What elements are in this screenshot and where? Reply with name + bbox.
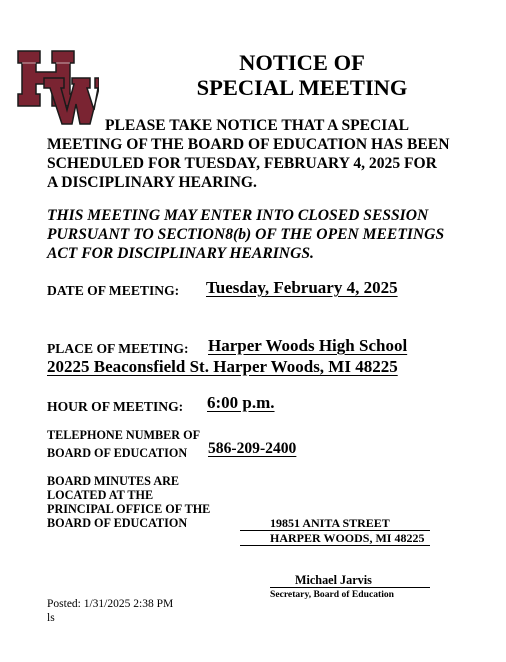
signature-line bbox=[270, 587, 430, 588]
posted-initials: ls bbox=[47, 612, 55, 624]
signature-title: Secretary, Board of Education bbox=[270, 589, 395, 600]
notice-line-4: A DISCIPLINARY HEARING. bbox=[47, 174, 257, 191]
signature-name: Michael Jarvis bbox=[295, 573, 372, 587]
hour-value: 6:00 p.m. bbox=[207, 393, 275, 412]
notice-line-2: MEETING OF THE BOARD OF EDUCATION HAS BEEN bbox=[47, 136, 450, 153]
minutes-line-3: PRINCIPAL OFFICE OF THE bbox=[47, 502, 211, 516]
place-label: PLACE OF MEETING: bbox=[47, 341, 189, 356]
telephone-label-1: TELEPHONE NUMBER OF bbox=[47, 428, 201, 442]
city-underline bbox=[240, 545, 430, 546]
title-line-1: NOTICE OF bbox=[239, 50, 365, 75]
date-value: Tuesday, February 4, 2025 bbox=[206, 278, 398, 297]
minutes-line-4: BOARD OF EDUCATION bbox=[47, 516, 188, 530]
hour-label: HOUR OF MEETING: bbox=[47, 399, 184, 414]
school-logo bbox=[14, 48, 99, 126]
date-label: DATE OF MEETING: bbox=[47, 283, 180, 298]
minutes-street: 19851 ANITA STREET bbox=[270, 516, 390, 530]
posted-timestamp: Posted: 1/31/2025 2:38 PM bbox=[47, 598, 174, 610]
closed-session-line-3: ACT FOR DISCIPLINARY HEARINGS. bbox=[47, 245, 314, 262]
closed-session-line-2: PURSUANT TO SECTION8(b) OF THE OPEN MEETINGS bbox=[47, 226, 445, 243]
title-line-2: SPECIAL MEETING bbox=[196, 75, 408, 100]
telephone-label-2: BOARD OF EDUCATION bbox=[47, 446, 188, 460]
notice-line-3: SCHEDULED FOR TUESDAY, FEBRUARY 4, 2025 FOR bbox=[47, 155, 437, 172]
notice-line-1: PLEASE TAKE NOTICE THAT A SPECIAL bbox=[105, 117, 410, 134]
minutes-line-1: BOARD MINUTES ARE bbox=[47, 474, 180, 488]
place-value: Harper Woods High School bbox=[208, 336, 408, 355]
closed-session-line-1: THIS MEETING MAY ENTER INTO CLOSED SESSION bbox=[47, 207, 429, 224]
minutes-line-2: LOCATED AT THE bbox=[47, 488, 154, 502]
telephone-value: 586-209-2400 bbox=[208, 440, 297, 457]
minutes-city: HARPER WOODS, MI 48225 bbox=[270, 531, 425, 545]
place-address: 20225 Beaconsfield St. Harper Woods, MI 48225 bbox=[47, 357, 398, 376]
